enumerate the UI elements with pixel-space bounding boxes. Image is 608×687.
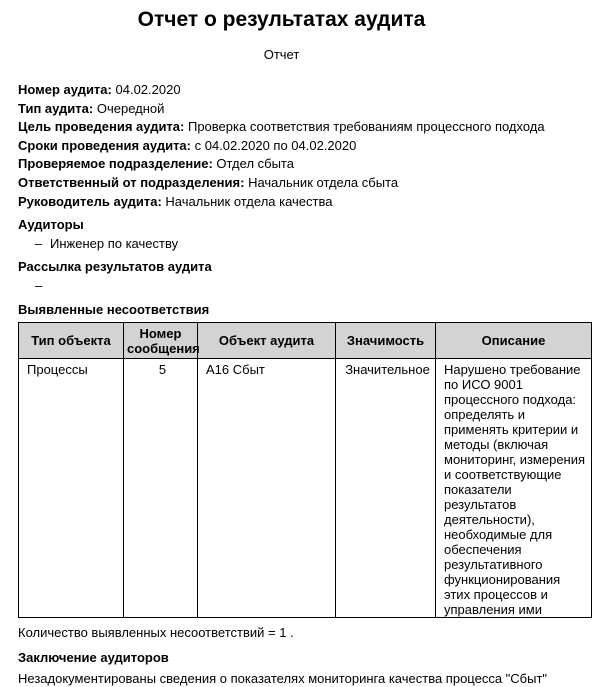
- report-subtitle: Отчет: [263, 47, 300, 62]
- list-dash: –: [35, 235, 43, 251]
- field-label: Проверяемое подразделение:: [18, 156, 213, 172]
- conclusion-text: Незадокументированы сведения о показателях мониторинга качества процесса "Сбыт": [18, 671, 548, 687]
- field-audit-number: [18, 81, 591, 100]
- column-header-description: Описание: [436, 323, 592, 359]
- field-label: Тип аудита:: [18, 100, 94, 116]
- field-label: Номер аудита:: [18, 82, 112, 97]
- distribution-list-item: [18, 277, 591, 296]
- list-dash: –: [35, 277, 43, 293]
- nonconformities-heading: Выявленные несоответствия: [18, 301, 210, 317]
- field-label: Цель проведения аудита:: [18, 119, 185, 135]
- field-audit-dates: [18, 137, 591, 156]
- cell-description: Нарушено требование по ИСО 9001 процессного подхода: определять и применять критерии и методы (включая мониторинг, измерения и соответствующие показатели результатов деятельности), необходимые для обеспечения результативного функционирования этих процессов и управления ими: [436, 359, 592, 618]
- nonconformities-summary: Количество выявленных несоответствий = 1 .: [18, 625, 294, 641]
- field-value: Отдел сбыта: [216, 156, 294, 172]
- table-row: [19, 359, 592, 618]
- column-header-object-type: Тип объекта: [19, 323, 124, 359]
- cell-significance: Значительное: [336, 359, 436, 618]
- field-value: Начальник отдела сбыта: [248, 174, 399, 190]
- cell-audit-object: А16 Сбыт: [198, 359, 336, 618]
- auditor-name: Инженер по качеству: [50, 235, 179, 251]
- field-label: Ответственный от подразделения:: [18, 174, 245, 190]
- column-header-significance: Значимость: [336, 323, 436, 359]
- page-title: Отчет о результатах аудита: [137, 8, 426, 31]
- field-value: Проверка соответствия требованиям процессного подхода: [187, 119, 545, 135]
- cell-object-type: Процессы: [19, 359, 124, 618]
- column-header-message-number: Номер сообщения: [124, 323, 198, 359]
- conclusion-heading: Заключение аудиторов: [18, 650, 169, 666]
- field-audited-department: [18, 155, 591, 174]
- field-value: Начальник отдела качества: [165, 193, 333, 209]
- auditors-heading: Аудиторы: [18, 217, 84, 233]
- field-audit-goal: [18, 118, 591, 137]
- title-block: [18, 6, 545, 63]
- cell-message-number: 5: [124, 359, 198, 618]
- distribution-heading: Рассылка результатов аудита: [18, 259, 212, 275]
- column-header-audit-object: Объект аудита: [198, 323, 336, 359]
- report-fields: [18, 81, 591, 211]
- nonconformities-table: [18, 322, 592, 618]
- field-label: Руководитель аудита:: [18, 193, 162, 209]
- table-header-row: [19, 323, 592, 359]
- field-value: Очередной: [96, 100, 165, 116]
- field-audit-leader: [18, 193, 591, 212]
- field-responsible-person: [18, 174, 591, 193]
- field-audit-type: [18, 100, 591, 119]
- auditor-list-item: [18, 235, 591, 254]
- field-label: Сроки проведения аудита:: [18, 137, 191, 153]
- field-value: с 04.02.2020 по 04.02.2020: [194, 137, 357, 153]
- field-value: 04.02.2020: [115, 82, 181, 97]
